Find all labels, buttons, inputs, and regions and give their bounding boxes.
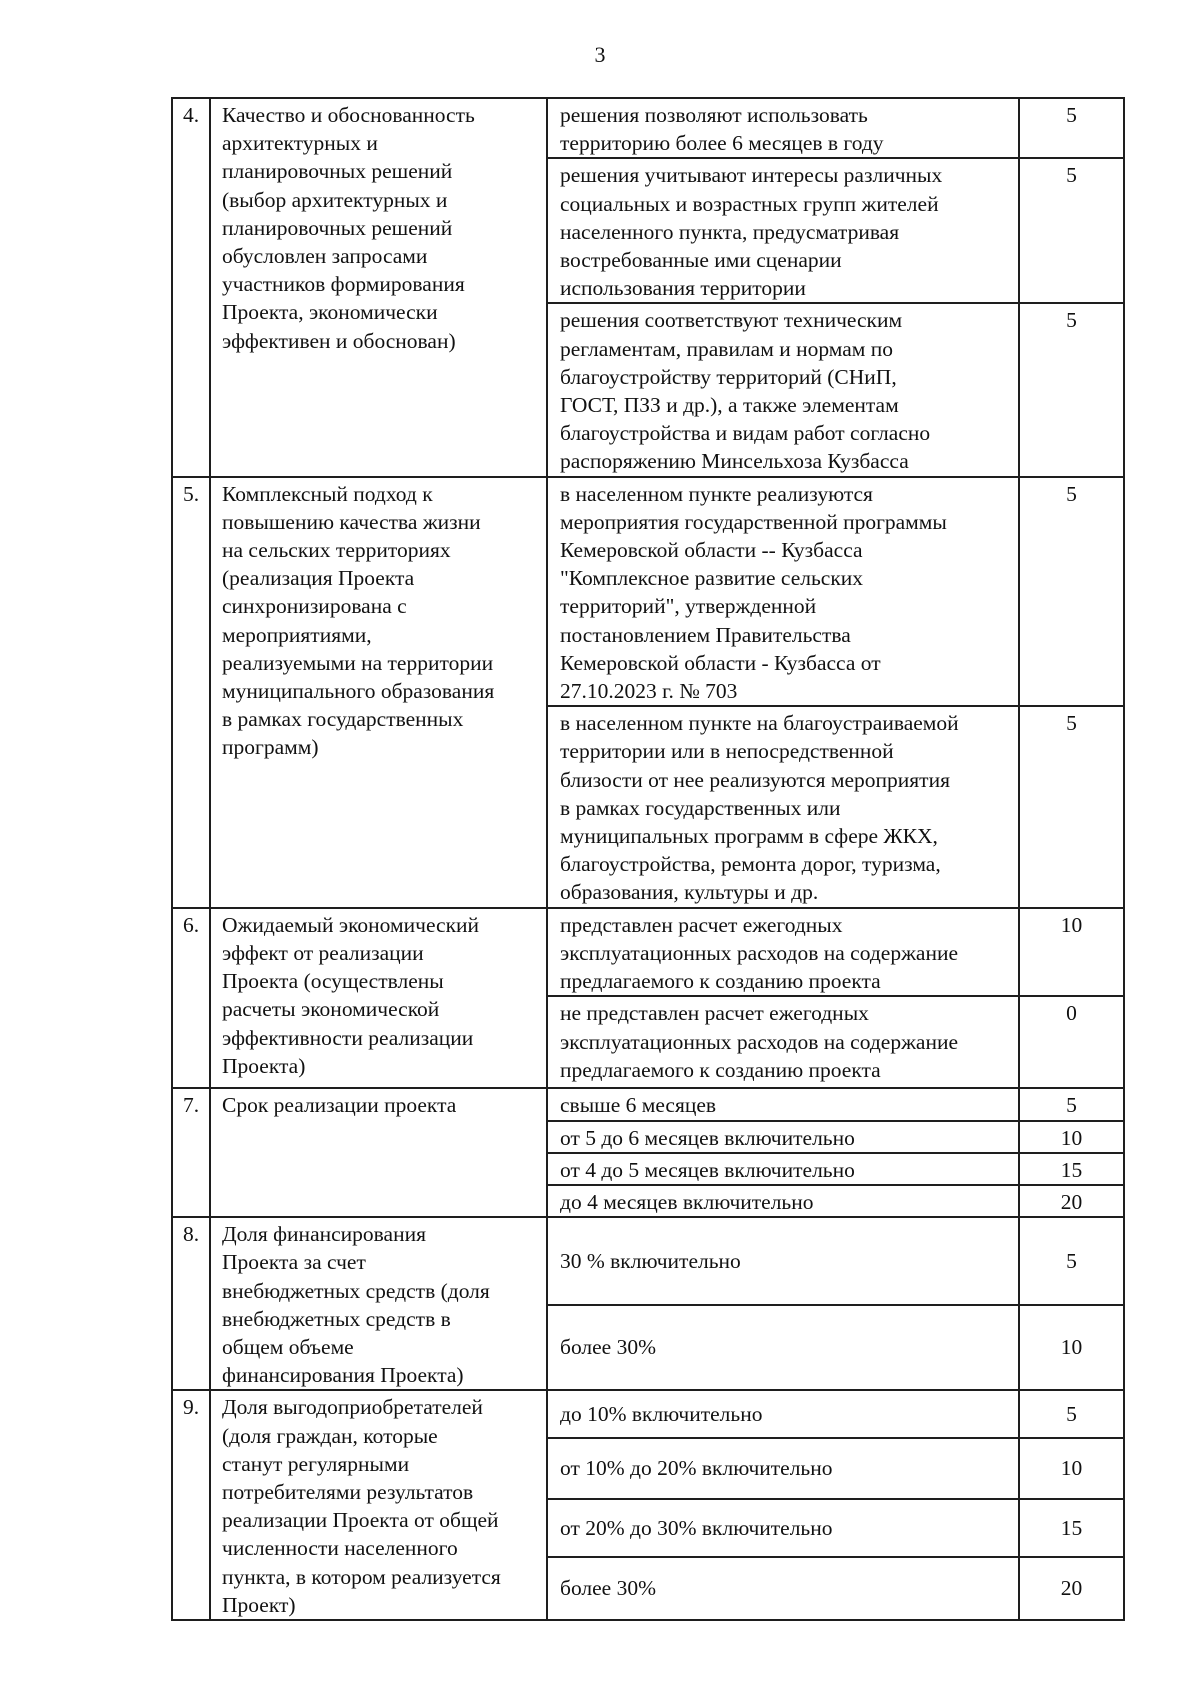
score-cell: 5 bbox=[1019, 706, 1124, 907]
condition-cell: до 4 месяцев включительно bbox=[547, 1185, 1019, 1217]
criterion-cell: Качество и обоснованность архитектурных и планировочных решений (выбор архитектурных и планировочных решений обусловлен запросами участников формирования Проекта, экономически эффективен и обоснован) bbox=[210, 98, 547, 477]
score-cell: 10 bbox=[1019, 908, 1124, 997]
score-cell: 5 bbox=[1019, 1390, 1124, 1438]
table-row bbox=[172, 1390, 1124, 1438]
score-cell: 5 bbox=[1019, 98, 1124, 158]
score-cell: 10 bbox=[1019, 1305, 1124, 1391]
condition-cell: до 10% включительно bbox=[547, 1390, 1019, 1438]
page-number: 3 bbox=[594, 42, 606, 67]
criterion-cell: Доля финансирования Проекта за счет внебюджетных средств (доля внебюджетных средств в общем объеме финансирования Проекта) bbox=[210, 1217, 547, 1390]
score-cell: 15 bbox=[1019, 1153, 1124, 1185]
row-number: 6. bbox=[172, 908, 210, 1089]
condition-cell: от 20% до 30% включительно bbox=[547, 1499, 1019, 1558]
condition-cell: в населенном пункте реализуются мероприятия государственной программы Кемеровской области -- Кузбасса "Комплексное развитие сельских территорий", утвержденной постановлением Правительства Кемеровской области - Кузбасса от 27.10.2023 г. № 703 bbox=[547, 477, 1019, 707]
row-number: 4. bbox=[172, 98, 210, 477]
table-row bbox=[172, 908, 1124, 997]
condition-cell: решения учитывают интересы различных социальных и возрастных групп жителей населенного пункта, предусматривая востребованные ими сценарии использования территории bbox=[547, 158, 1019, 303]
condition-cell: от 5 до 6 месяцев включительно bbox=[547, 1121, 1019, 1153]
condition-cell: более 30% bbox=[547, 1305, 1019, 1391]
table-row bbox=[172, 98, 1124, 158]
row-number: 7. bbox=[172, 1088, 210, 1217]
condition-cell: от 4 до 5 месяцев включительно bbox=[547, 1153, 1019, 1185]
row-number: 9. bbox=[172, 1390, 210, 1620]
condition-cell: более 30% bbox=[547, 1557, 1019, 1620]
table-row bbox=[172, 1217, 1124, 1305]
score-cell: 15 bbox=[1019, 1499, 1124, 1558]
score-cell: 5 bbox=[1019, 1088, 1124, 1120]
criterion-cell: Доля выгодоприобретателей (доля граждан, которые станут регулярными потребителями результатов реализации Проекта от общей численности населенного пункта, в котором реализуется Проект) bbox=[210, 1390, 547, 1620]
row-number: 5. bbox=[172, 477, 210, 908]
condition-cell: в населенном пункте на благоустраиваемой территории или в непосредственной близости от нее реализуются мероприятия в рамках государственных или муниципальных программ в сфере ЖКХ, благоустройства, ремонта дорог, туризма, образования, культуры и др. bbox=[547, 706, 1019, 907]
criterion-cell: Срок реализации проекта bbox=[210, 1088, 547, 1217]
row-number: 8. bbox=[172, 1217, 210, 1390]
criterion-cell: Комплексный подход к повышению качества жизни на сельских территориях (реализация Проекта синхронизирована с мероприятиями, реализуемыми на территории муниципального образования в рамках государственных программ) bbox=[210, 477, 547, 908]
condition-cell: от 10% до 20% включительно bbox=[547, 1438, 1019, 1499]
score-cell: 10 bbox=[1019, 1438, 1124, 1499]
score-cell: 5 bbox=[1019, 477, 1124, 707]
score-cell: 0 bbox=[1019, 996, 1124, 1088]
score-cell: 10 bbox=[1019, 1121, 1124, 1153]
score-cell: 5 bbox=[1019, 158, 1124, 303]
condition-cell: представлен расчет ежегодных эксплуатационных расходов на содержание предлагаемого к созданию проекта bbox=[547, 908, 1019, 997]
table-row bbox=[172, 1088, 1124, 1120]
score-cell: 20 bbox=[1019, 1185, 1124, 1217]
score-cell: 20 bbox=[1019, 1557, 1124, 1620]
table-row bbox=[172, 477, 1124, 707]
score-cell: 5 bbox=[1019, 303, 1124, 476]
condition-cell: 30 % включительно bbox=[547, 1217, 1019, 1305]
condition-cell: свыше 6 месяцев bbox=[547, 1088, 1019, 1120]
criteria-table bbox=[171, 97, 1125, 1621]
condition-cell: не представлен расчет ежегодных эксплуатационных расходов на содержание предлагаемого к созданию проекта bbox=[547, 996, 1019, 1088]
criterion-cell: Ожидаемый экономический эффект от реализации Проекта (осуществлены расчеты экономической эффективности реализации Проекта) bbox=[210, 908, 547, 1089]
condition-cell: решения соответствуют техническим регламентам, правилам и нормам по благоустройству территорий (СНиП, ГОСТ, ПЗЗ и др.), а также элементам благоустройства и видам работ согласно распоряжению Минсельхоза Кузбасса bbox=[547, 303, 1019, 476]
score-cell: 5 bbox=[1019, 1217, 1124, 1305]
condition-cell: решения позволяют использовать территорию более 6 месяцев в году bbox=[547, 98, 1019, 158]
